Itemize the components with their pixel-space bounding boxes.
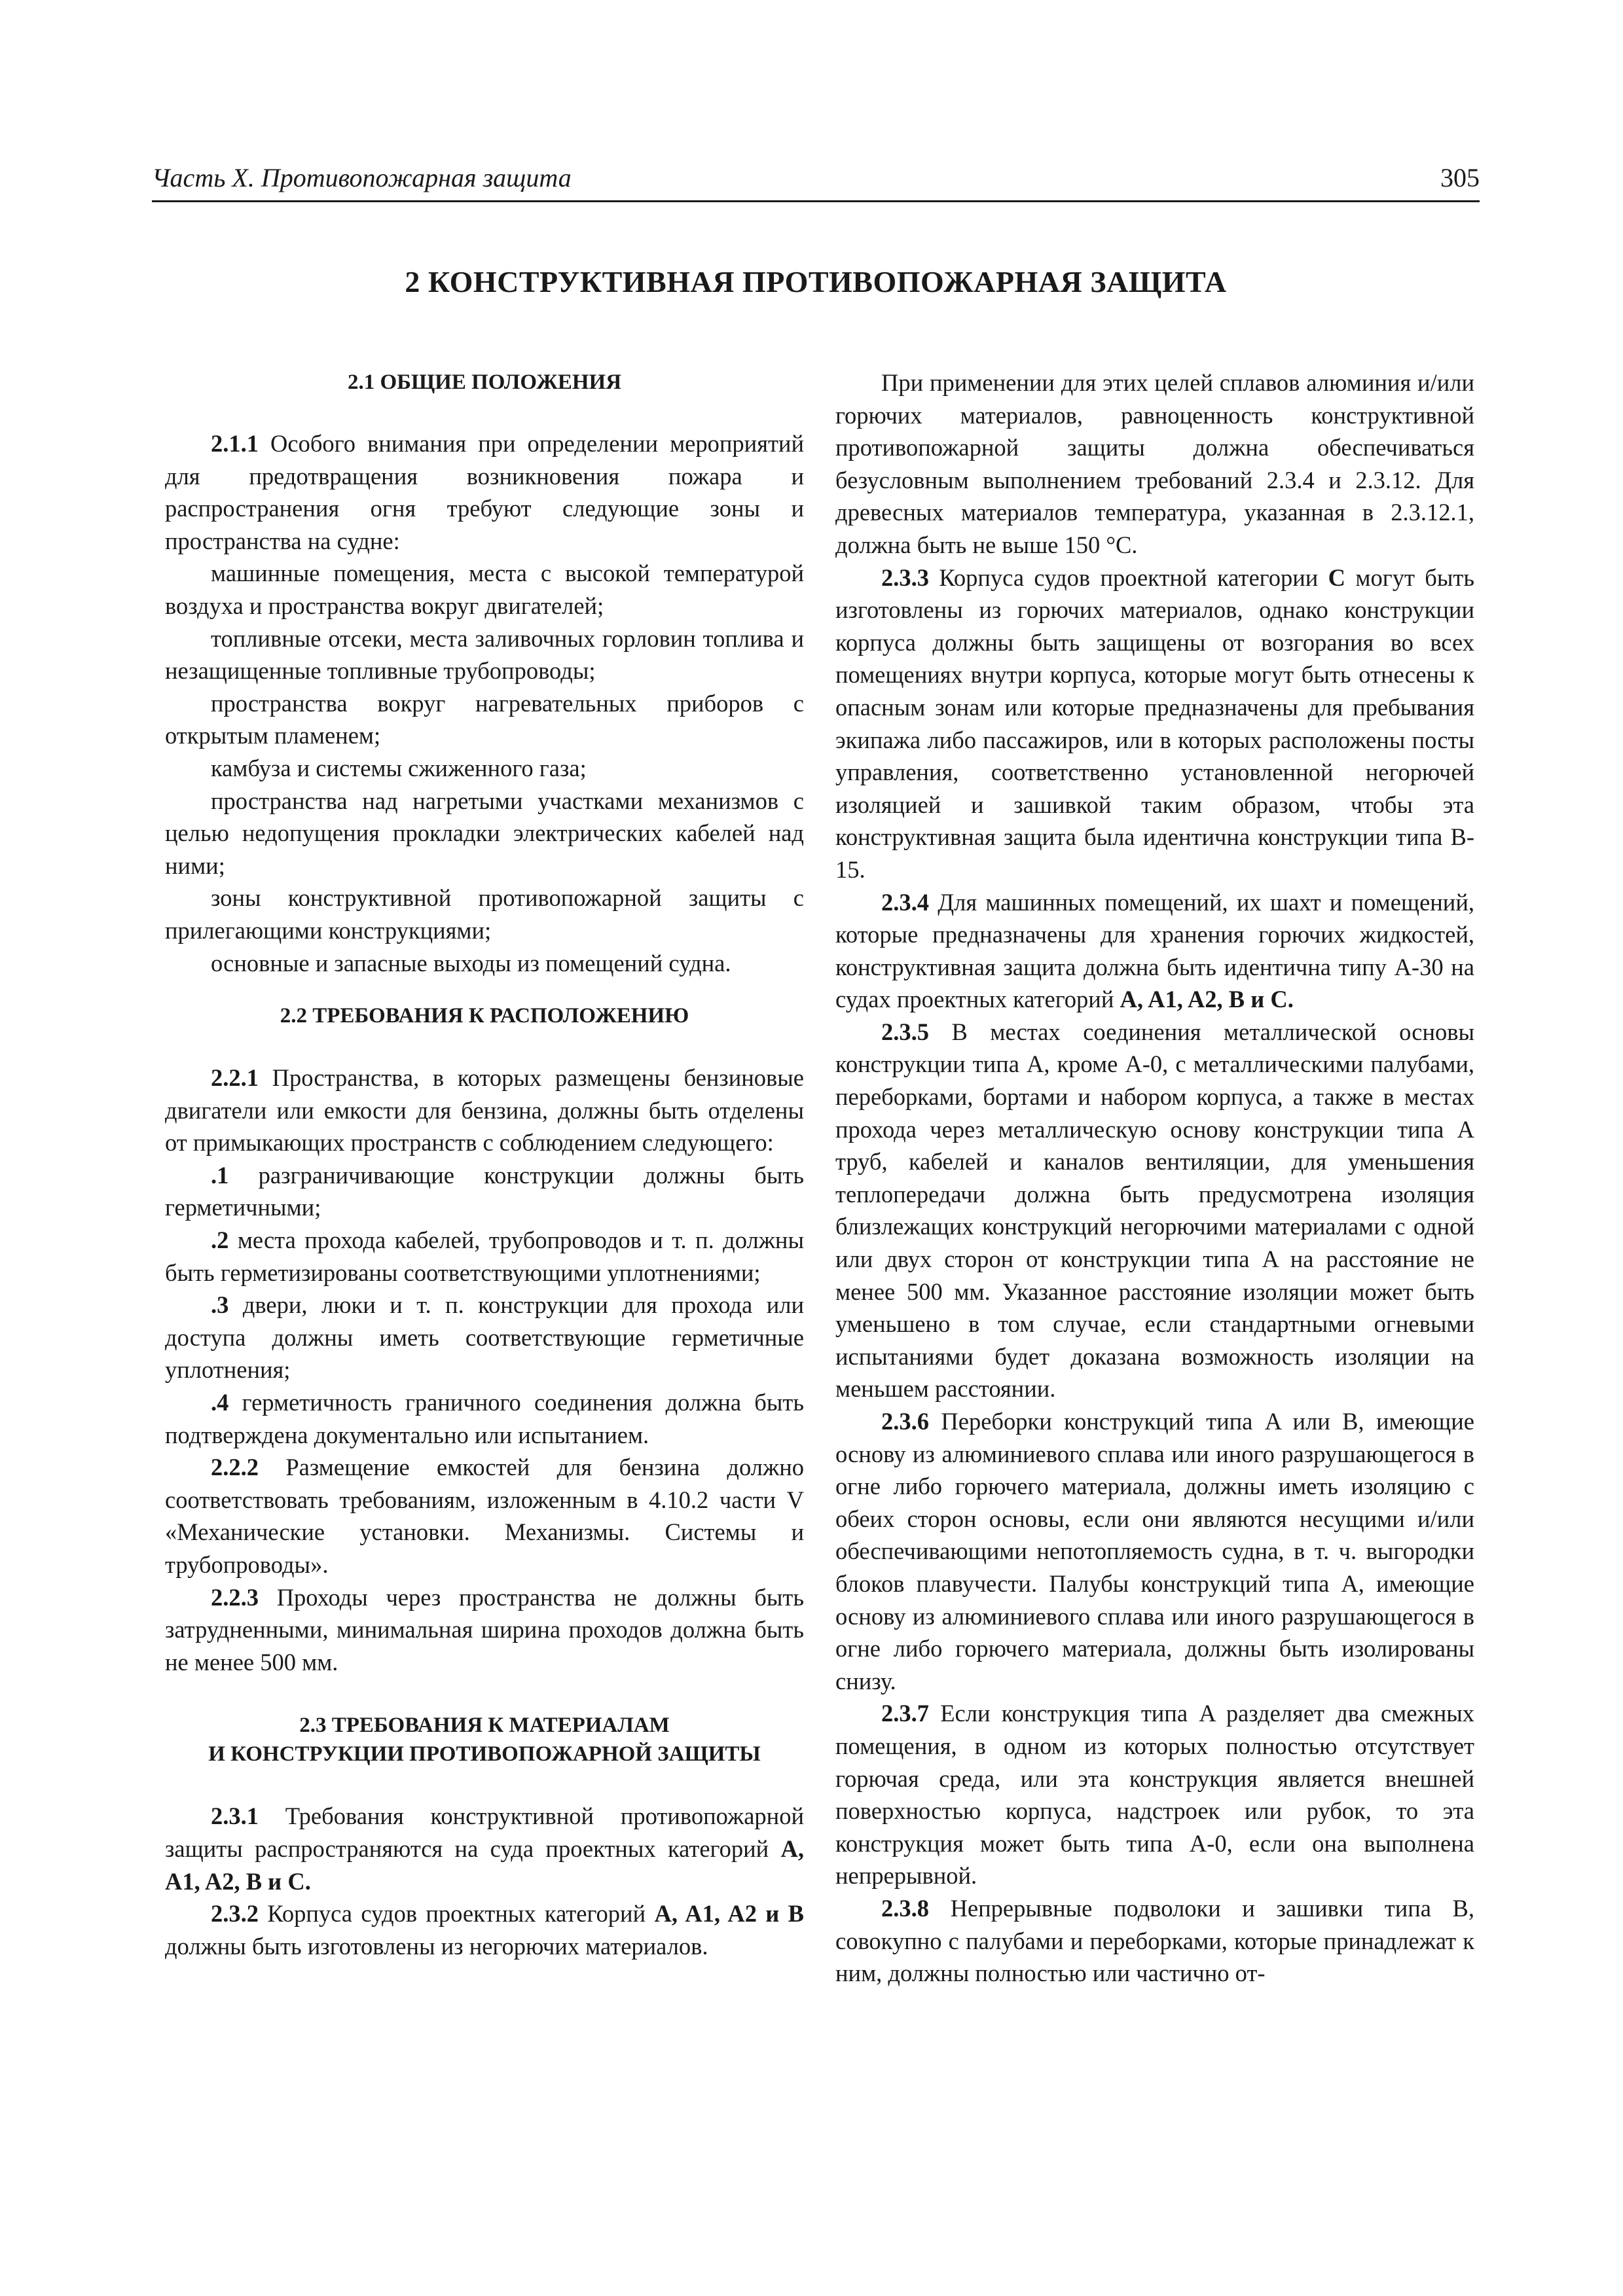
section-heading-2-3: 2.3 ТРЕБОВАНИЯ К МАТЕРИАЛАМ И КОНСТРУКЦИИ ПРОТИВОПОЖАРНОЙ ЗАЩИТЫ bbox=[208, 1713, 761, 1767]
left-column bbox=[165, 367, 804, 1962]
list-item: основные и запасные выходы из помещений судна. bbox=[211, 949, 731, 977]
paragraph-2-3-4: 2.3.4 Для машинных помещений, их шахт и помещений, которые предназначены для хранения горючих жидкостей, конструктивная защита должна быть идентична типу A-30 на судах проектных категорий A, A1, A2, B и C. bbox=[835, 888, 1474, 1013]
list-item: пространства вокруг нагревательных приборов с открытым пламенем; bbox=[165, 689, 804, 749]
chapter-title: 2 КОНСТРУКТИВНАЯ ПРОТИВОПОЖАРНАЯ ЗАЩИТА bbox=[405, 265, 1227, 298]
page-number: 305 bbox=[1440, 163, 1480, 192]
paragraph-2-3-8: 2.3.8 Непрерывные подволоки и зашивки типа B, совокупно с палубами и переборками, которые принадлежат к ним, должны полностью или частично от- bbox=[835, 1894, 1474, 1987]
paragraph-2-3-3: 2.3.3 Корпуса судов проектной категории C могут быть изготовлены из горючих материалов, однако конструкции корпуса должны быть защищены от возгорания во всех помещениях внутри корпуса, которые могут быть отнесены к опасным зонам или которые предназначены для пребывания экипажа либо пассажиров, или в которых расположены посты управления, соответственно установленной негорючей изоляцией и зашивкой таким образом, чтобы эта конструктивная защита была идентична конструкции типа B-15. bbox=[835, 564, 1474, 883]
list-item: пространства над нагретыми участками механизмов с целью недопущения прокладки электрических кабелей над ними; bbox=[165, 787, 804, 879]
list-item: топливные отсеки, места заливочных горловин топлива и незащищенные топливные трубопроводы; bbox=[165, 624, 804, 685]
paragraph-2-3-5: 2.3.5 В местах соединения металлической основы конструкции типа A, кроме A-0, с металлическими палубами, переборками, бортами и набором корпуса, а также в местах прохода через металлическую основу конструкции типа A труб, кабелей и каналов вентиляции, для уменьшения теплопередачи должна быть предусмотрена изоляция близлежащих конструкций негорючими материалами с одной или двух сторон от конструкции типа A на расстояние не менее 500 мм. Указанное расстояние изоляции может быть уменьшено в том случае, если стандартными огневыми испытаниями будет доказана возможность изоляции на меньшем расстоянии. bbox=[835, 1018, 1474, 1403]
paragraph-2-2-3: 2.2.3 Проходы через пространства не должны быть затрудненными, минимальная ширина проходов должна быть не менее 500 мм. bbox=[165, 1583, 804, 1676]
paragraph-aluminium: При применении для этих целей сплавов алюминия и/или горючих материалов, равноценность конструктивной противопожарной защиты должна обеспечиваться безусловным выполнением требований 2.3.4 и 2.3.12. Для древесных материалов температура, указанная в 2.3.12.1, должна быть не выше 150 °C. bbox=[835, 369, 1474, 558]
running-header bbox=[152, 157, 1480, 202]
paragraph-2-3-6: 2.3.6 Переборки конструкций типа A или B, имеющие основу из алюминиевого сплава или иного разрушающегося в огне либо горючего материала, должны иметь изоляцию с обеих сторон основы, если они являются несущими и/или обеспечивающими непотопляемость судна, в т. ч. выгородки блоков плавучести. Палубы конструкций типа A, имеющие основу из алюминиевого сплава или иного разрушающегося в огне либо горючего материала, должны быть изолированы снизу. bbox=[835, 1408, 1474, 1695]
paragraph-2-3-1: 2.3.1 Требования конструктивной противопожарной защиты распространяются на суда проектных категорий A, A1, A2, B и C. bbox=[165, 1803, 804, 1895]
subitem-3: .3 двери, люки и т. п. конструкции для прохода или доступа должны иметь соответствующие герметичные уплотнения; bbox=[165, 1291, 804, 1384]
right-column bbox=[835, 367, 1474, 1990]
paragraph-2-2-2: 2.2.2 Размещение емкостей для бензина должно соответствовать требованиям, изложенным в 4.10.2 части V «Механические установки. Механизмы. Системы и трубопроводы». bbox=[165, 1454, 804, 1578]
paragraph-2-2-1: 2.2.1 Пространства, в которых размещены бензиновые двигатели или емкости для бензина, должны быть отделены от примыкающих пространств с соблюдением следующего: bbox=[165, 1064, 804, 1157]
paragraph-2-1-1: 2.1.1 Особого внимания при определении мероприятий для предотвращения возникновения пожара и распространения огня требуют следующие зоны и пространства на судне: bbox=[165, 430, 804, 554]
paragraph-2-3-2: 2.3.2 Корпуса судов проектных категорий A, A1, A2 и B должны быть изготовлены из негорючих материалов. bbox=[165, 1900, 804, 1960]
subitem-4: .4 герметичность граничного соединения должна быть подтверждена документально или испытанием. bbox=[165, 1389, 804, 1448]
paragraph-2-3-7: 2.3.7 Если конструкция типа A разделяет два смежных помещения, в одном из которых полностью отсутствует горючая среда, или эта конструкция является внешней поверхностью корпуса, надстроек или рубок, то эта конструкция может быть типа A-0, если она выполнена непрерывной. bbox=[835, 1700, 1474, 1890]
list-item: камбуза и системы сжиженного газа; bbox=[211, 754, 587, 781]
running-title: Часть X. Противопожарная защита bbox=[152, 163, 572, 192]
section-heading-2-1: 2.1 ОБЩИЕ ПОЛОЖЕНИЯ bbox=[347, 370, 622, 394]
list-item: машинные помещения, места с высокой температурой воздуха и пространства вокруг двигателей; bbox=[165, 560, 804, 619]
list-item: зоны конструктивной противопожарной защиты с прилегающими конструкциями; bbox=[165, 884, 804, 944]
section-heading-2-2: 2.2 ТРЕБОВАНИЯ К РАСПОЛОЖЕНИЮ bbox=[280, 1004, 689, 1028]
subitem-1: .1 разграничивающие конструкции должны быть герметичными; bbox=[165, 1161, 804, 1221]
subitem-2: .2 места прохода кабелей, трубопроводов и т. п. должны быть герметизированы соответствующими уплотнениями; bbox=[165, 1227, 804, 1286]
